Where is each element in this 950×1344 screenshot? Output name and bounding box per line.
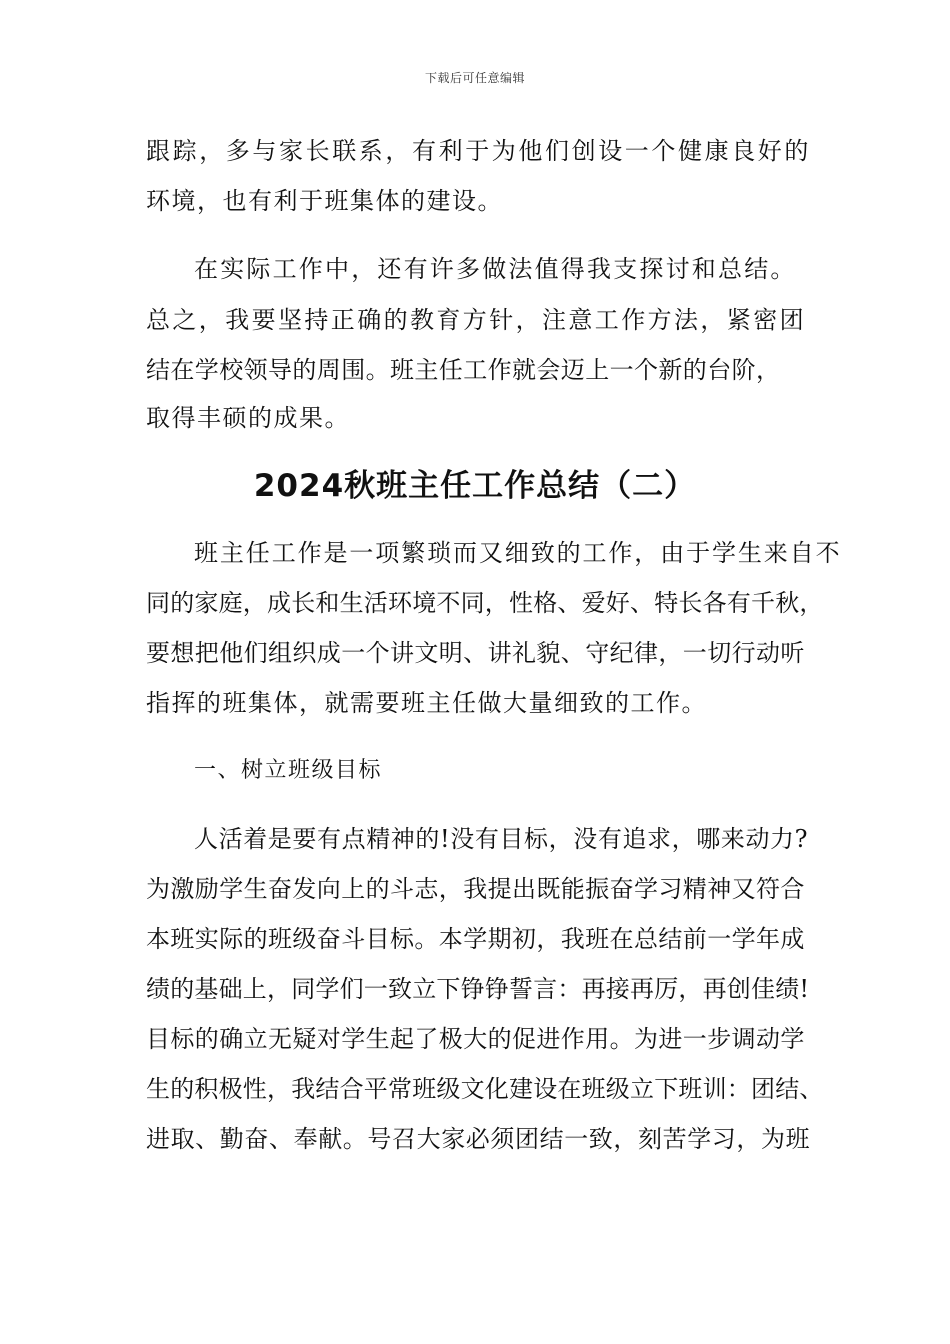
paragraph-line: 在实际工作中，还有许多做法值得我支探讨和总结。 [194,255,797,283]
paragraph-line: 生的积极性，我结合平常班级文化建设在班级立下班训：团结、 [146,1075,824,1103]
paragraph-line: 同的家庭，成长和生活环境不同，性格、爱好、特长各有千秋， [146,589,824,617]
paragraph-line: 人活着是要有点精神的!没有目标，没有追求，哪来动力? [194,825,809,853]
paragraph-line: 绩的基础上，同学们一致立下铮铮誓言：再接再厉，再创佳绩! [146,975,810,1003]
paragraph-line: 目标的确立无疑对学生起了极大的促进作用。为进一步调动学 [146,1025,805,1053]
paragraph-line: 结在学校领导的周围。班主任工作就会迈上一个新的台阶， [146,356,781,384]
section-heading: 一、树立班级目标 [194,758,383,783]
paragraph-line: 班主任工作是一项繁琐而又细致的工作，由于学生来自不 [194,539,842,567]
header-note: 下载后可任意编辑 [424,71,525,85]
paragraph-line: 进取、勤奋、奉献。号召大家必须团结一致，刻苦学习，为班 [146,1125,811,1153]
paragraph-line: 要想把他们组织成一个讲文明、讲礼貌、守纪律，一切行动听 [146,639,805,667]
paragraph-line: 本班实际的班级奋斗目标。本学期初，我班在总结前一学年成 [146,925,805,953]
paragraph-line: 环境，也有利于班集体的建设。 [146,187,503,215]
paragraph-line: 取得丰硕的成果。 [146,404,350,432]
page-title: 2024秋班主任工作总结（二） [253,468,697,504]
paragraph-line: 跟踪，多与家长联系，有利于为他们创设一个健康良好的 [146,137,811,165]
paragraph-line: 指挥的班集体，就需要班主任做大量细致的工作。 [146,689,707,717]
paragraph-line: 为激励学生奋发向上的斗志，我提出既能振奋学习精神又符合 [146,875,805,903]
paragraph-line: 总之，我要坚持正确的教育方针，注意工作方法，紧密团 [146,306,806,334]
